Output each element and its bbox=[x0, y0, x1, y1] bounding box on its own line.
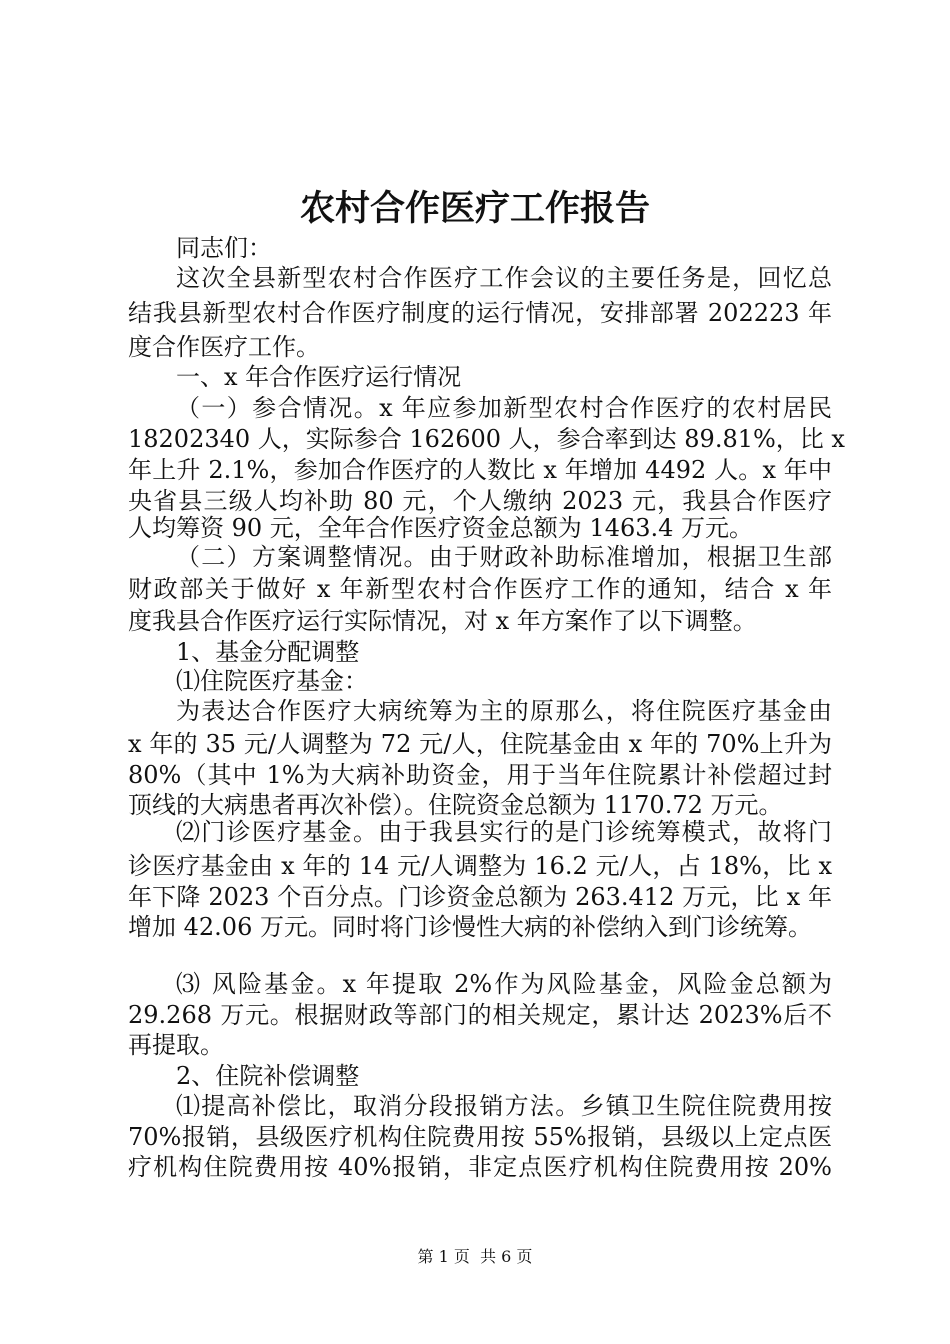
paragraph-line: 度合作医疗工作。 bbox=[128, 333, 320, 361]
paragraph-line: 结我县新型农村合作医疗制度的运行情况，安排部署 202223 年 bbox=[128, 299, 832, 327]
section-heading: 一、x 年合作医疗运行情况 bbox=[176, 363, 462, 391]
paragraph-line: 为表达合作医疗大病统筹为主的原那么，将住院医疗基金由 bbox=[176, 697, 832, 725]
paragraph-line: 再提取。 bbox=[128, 1031, 224, 1059]
paragraph-line: （二）方案调整情况。由于财政补助标准增加，根据卫生部 bbox=[176, 543, 832, 571]
page-number-footer: 第 1 页 共 6 页 bbox=[417, 1247, 533, 1266]
paragraph-line: 度我县合作医疗运行实际情况，对 x 年方案作了以下调整。 bbox=[128, 607, 757, 635]
paragraph-line: 年上升 2.1%，参加合作医疗的人数比 x 年增加 4492 人。x 年中 bbox=[128, 456, 832, 484]
paragraph-line: ⑴提高补偿比，取消分段报销方法。乡镇卫生院住院费用按 bbox=[176, 1092, 832, 1120]
paragraph-line: 增加 42.06 万元。同时将门诊慢性大病的补偿纳入到门诊统筹。 bbox=[128, 913, 812, 941]
paragraph-line: x 年的 35 元/人调整为 72 元/人，住院基金由 x 年的 70%上升为 bbox=[128, 730, 832, 758]
paragraph-line: 80%（其中 1%为大病补助资金，用于当年住院累计补偿超过封 bbox=[128, 761, 832, 789]
subsection-heading: 2、住院补偿调整 bbox=[176, 1062, 360, 1090]
paragraph-line: 这次全县新型农村合作医疗工作会议的主要任务是，回忆总 bbox=[176, 264, 832, 292]
paragraph-line: 18202340 人，实际参合 162600 人，参合率到达 89.81%，比 x bbox=[128, 425, 845, 453]
salutation-line: 同志们： bbox=[176, 234, 272, 262]
paragraph-line: ⑵门诊医疗基金。由于我县实行的是门诊统筹模式，故将门 bbox=[176, 818, 832, 846]
paragraph-line: （一）参合情况。x 年应参加新型农村合作医疗的农村居民 bbox=[176, 394, 832, 422]
document-title: 农村合作医疗工作报告 bbox=[299, 188, 650, 229]
paragraph-line: 财政部关于做好 x 年新型农村合作医疗工作的通知，结合 x 年 bbox=[128, 575, 832, 603]
paragraph-line: 诊医疗基金由 x 年的 14 元/人调整为 16.2 元/人，占 18%，比 x bbox=[128, 852, 832, 880]
paragraph-line: 29.268 万元。根据财政等部门的相关规定，累计达 2023%后不 bbox=[128, 1001, 832, 1029]
paragraph-line: 70%报销，县级医疗机构住院费用按 55%报销，县级以上定点医 bbox=[128, 1123, 832, 1151]
paragraph-line: 央省县三级人均补助 80 元，个人缴纳 2023 元，我县合作医疗 bbox=[128, 487, 832, 515]
item-heading: ⑴住院医疗基金： bbox=[176, 667, 368, 695]
paragraph-line: ⑶ 风险基金。x 年提取 2%作为风险基金，风险金总额为 bbox=[176, 970, 832, 998]
subsection-heading: 1、基金分配调整 bbox=[176, 638, 360, 666]
paragraph-line: 顶线的大病患者再次补偿）。住院资金总额为 1170.72 万元。 bbox=[128, 791, 783, 819]
paragraph-line: 年下降 2023 个百分点。门诊资金总额为 263.412 万元，比 x 年 bbox=[128, 883, 832, 911]
paragraph-line: 人均筹资 90 元，全年合作医疗资金总额为 1463.4 万元。 bbox=[128, 514, 754, 542]
paragraph-line: 疗机构住院费用按 40%报销，非定点医疗机构住院费用按 20% bbox=[128, 1153, 832, 1181]
